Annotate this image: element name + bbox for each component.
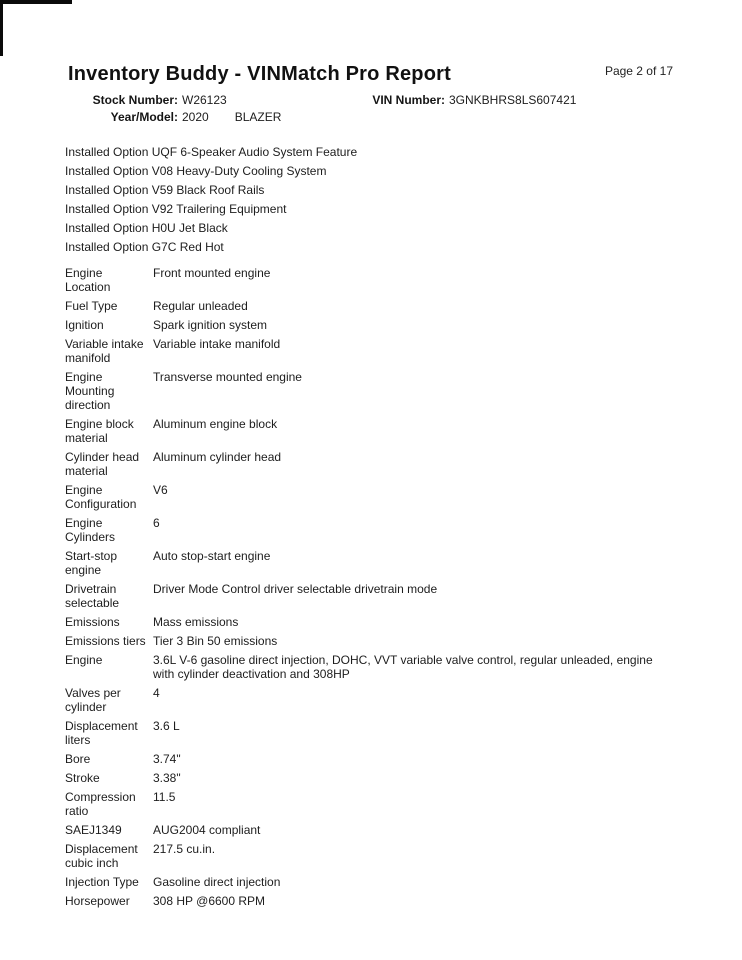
year-model-value	[182, 109, 366, 126]
stock-number-value: W26123	[182, 93, 227, 107]
installed-option-line: Installed Option G7C Red Hot	[65, 240, 224, 254]
spec-value: Transverse mounted engine	[153, 370, 302, 384]
scan-artifact-left	[0, 0, 3, 56]
installed-option-line: Installed Option UQF 6-Speaker Audio System Feature	[65, 145, 358, 159]
spec-value: 217.5 cu.in.	[153, 842, 216, 856]
spec-value: Regular unleaded	[153, 299, 248, 313]
model-value: BLAZER	[234, 110, 282, 124]
spec-value: AUG2004 compliant	[153, 823, 261, 837]
spec-value: 3.38"	[153, 771, 181, 785]
installed-option-line: Installed Option V92 Trailering Equipment	[65, 202, 287, 216]
spec-label: Engine	[65, 653, 103, 667]
spec-label: Engine block material	[65, 417, 134, 445]
spec-row	[65, 752, 673, 766]
spec-row	[65, 653, 673, 681]
spec-row	[65, 483, 673, 511]
report-title: Inventory Buddy - VINMatch Pro Report	[68, 63, 451, 85]
vin-label: VIN Number:	[372, 93, 445, 107]
spec-value: Spark ignition system	[153, 318, 268, 332]
spec-row	[65, 771, 673, 785]
spec-label: Horsepower	[65, 894, 130, 908]
vehicle-meta	[65, 92, 673, 126]
scan-artifact-top	[0, 0, 72, 4]
spec-value: 3.6 L	[153, 719, 180, 733]
spec-row	[65, 842, 673, 870]
spec-value: 6	[153, 516, 160, 530]
spec-value: 4	[153, 686, 160, 700]
spec-row	[65, 450, 673, 478]
spec-label: Engine Cylinders	[65, 516, 116, 544]
report-header	[65, 62, 673, 126]
spec-label: Engine Location	[65, 266, 111, 294]
spec-row	[65, 417, 673, 445]
stock-number-label: Stock Number:	[92, 93, 178, 107]
spec-value: 308 HP @6600 RPM	[153, 894, 266, 908]
spec-value: Aluminum engine block	[153, 417, 278, 431]
spec-row	[65, 823, 673, 837]
spec-value: Auto stop-start engine	[153, 549, 271, 563]
spec-value: 11.5	[153, 790, 176, 804]
spec-label: Emissions tiers	[65, 634, 146, 648]
spec-row	[65, 318, 673, 332]
spec-value: Mass emissions	[153, 615, 239, 629]
spec-row	[65, 790, 673, 818]
spec-row	[65, 299, 673, 313]
spec-row	[65, 266, 673, 294]
spec-row	[65, 582, 673, 610]
spec-label: SAEJ1349	[65, 823, 122, 837]
spec-row	[65, 337, 673, 365]
year-model-label: Year/Model:	[110, 110, 178, 124]
spec-value: Front mounted engine	[153, 266, 271, 280]
title-row	[68, 62, 673, 86]
spec-row	[65, 894, 673, 908]
spec-row	[65, 615, 673, 629]
spec-row	[65, 370, 673, 412]
spec-label: Injection Type	[65, 875, 139, 889]
spec-value: V6	[153, 483, 168, 497]
vin-value: 3GNKBHRS8LS607421	[449, 93, 577, 107]
spec-label: Compression ratio	[65, 790, 136, 818]
spec-label: Drivetrain selectable	[65, 582, 120, 610]
spec-label: Ignition	[65, 318, 104, 332]
spec-table	[65, 266, 673, 908]
spec-value: Variable intake manifold	[153, 337, 281, 351]
spec-label: Engine Configuration	[65, 483, 137, 511]
spec-label: Displacement liters	[65, 719, 138, 747]
spec-value: Gasoline direct injection	[153, 875, 281, 889]
spec-value: Driver Mode Control driver selectable drivetrain mode	[153, 582, 438, 596]
spec-row	[65, 549, 673, 577]
spec-label: Valves per cylinder	[65, 686, 121, 714]
spec-label: Engine Mounting direction	[65, 370, 115, 412]
spec-value: 3.6L V-6 gasoline direct injection, DOHC, VVT variable valve control, regular unleaded, engine with cylinder deactivation and 308HP	[153, 653, 653, 681]
spec-value: Tier 3 Bin 50 emissions	[153, 634, 278, 648]
spec-value: 3.74"	[153, 752, 181, 766]
page-indicator: Page 2 of 17	[604, 64, 673, 78]
spec-label: Bore	[65, 752, 91, 766]
spec-label: Cylinder head material	[65, 450, 140, 478]
spec-row	[65, 719, 673, 747]
installed-options-list	[65, 143, 673, 257]
spec-label: Emissions	[65, 615, 120, 629]
installed-option-line: Installed Option H0U Jet Black	[65, 221, 228, 235]
spec-label: Variable intake manifold	[65, 337, 144, 365]
installed-option-line: Installed Option V59 Black Roof Rails	[65, 183, 265, 197]
spec-row	[65, 634, 673, 648]
spec-label: Stroke	[65, 771, 100, 785]
year-value: 2020	[182, 110, 209, 124]
spec-label: Start-stop engine	[65, 549, 118, 577]
installed-option-line: Installed Option V08 Heavy-Duty Cooling System	[65, 164, 327, 178]
spec-value: Aluminum cylinder head	[153, 450, 282, 464]
spec-label: Fuel Type	[65, 299, 118, 313]
spec-row	[65, 686, 673, 714]
spec-label: Displacement cubic inch	[65, 842, 138, 870]
spec-row	[65, 516, 673, 544]
spec-row	[65, 875, 673, 889]
